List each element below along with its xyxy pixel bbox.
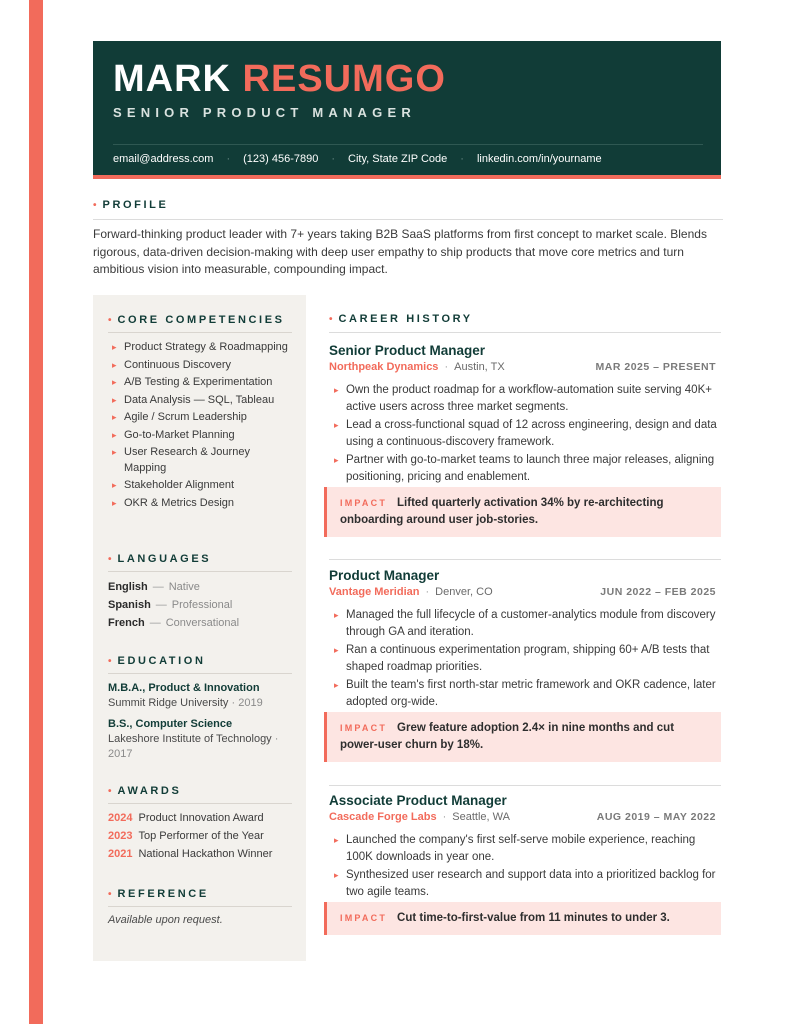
career-heading-label: CAREER HISTORY (338, 313, 473, 325)
impact-text: Cut time-to-first-value from 11 minutes to under 3. (397, 912, 670, 924)
award-row (108, 827, 292, 845)
award-year: 2024 (108, 812, 133, 824)
job-location: Denver, CO (435, 586, 493, 598)
job-bullets (329, 607, 721, 710)
education-school: Lakeshore Institute of Technology (108, 733, 272, 745)
bullet-dot-icon: • (108, 655, 112, 667)
job-title: Product Manager (329, 568, 440, 583)
education-entry (108, 681, 292, 711)
competency-item: ▸ Stakeholder Alignment (108, 478, 292, 494)
education-degree: B.S., Computer Science (108, 718, 233, 730)
education-separator: · (274, 733, 279, 745)
education-entry (108, 717, 292, 762)
job-location: Seattle, WA (452, 811, 510, 823)
job-bullet: ▸ Lead a cross-functional squad of 12 across engineering, design and data using a continuous-discovery framework. (329, 417, 721, 450)
job-company: Northpeak Dynamics (329, 361, 439, 373)
job-bullet: ▸ Ran a continuous experimentation program, shipping 60+ A/B tests that shaped roadmap priorities. (329, 642, 721, 675)
language-row (108, 596, 292, 614)
education-heading (108, 655, 292, 667)
award-year: 2023 (108, 830, 133, 842)
languages-list (108, 578, 292, 632)
job-meta (329, 811, 721, 826)
bullet-dot-icon: • (108, 888, 112, 900)
job-bullet: ▸ Own the product roadmap for a workflow-automation suite serving 40K+ active users across three market segments. (329, 382, 721, 415)
reference-text: Available upon request. (108, 914, 223, 926)
bullet-dot-icon: • (108, 553, 112, 565)
impact-callout (324, 487, 721, 537)
competencies-heading-label: CORE COMPETENCIES (117, 314, 285, 326)
job-meta-separator: · (444, 361, 449, 373)
job-location: Austin, TX (454, 361, 505, 373)
language-row (108, 614, 292, 632)
languages-heading-label: LANGUAGES (117, 553, 212, 565)
accent-stripe (29, 0, 43, 1024)
job-entry (329, 343, 721, 487)
job-dates: JUN 2022 – FEB 2025 (600, 586, 716, 598)
reference-section (108, 888, 292, 926)
profile-divider (93, 219, 723, 220)
sidebar (93, 295, 306, 961)
education-year: 2019 (238, 697, 263, 709)
award-name: Top Performer of the Year (138, 830, 264, 842)
language-dash: — (152, 581, 164, 593)
education-year: 2017 (108, 748, 133, 760)
job-bullet: ▸ Synthesized user research and support data into a prioritized backlog for two agile teams. (329, 867, 721, 900)
job-entry (329, 568, 721, 712)
contact-address: City, State ZIP Code (348, 153, 448, 165)
first-name: MARK (113, 58, 231, 100)
resume-header (93, 41, 721, 178)
job-bullet: ▸ Partner with go-to-market teams to launch three major releases, aligning positioning, pricing and enablement. (329, 452, 721, 485)
awards-heading (108, 785, 292, 797)
job-company: Vantage Meridian (329, 586, 420, 598)
job-bullets (329, 832, 721, 900)
bullet-dot-icon: • (108, 785, 112, 797)
education-school-line (108, 732, 292, 762)
contact-separator: · (331, 153, 336, 165)
job-title: Associate Product Manager (329, 793, 507, 808)
header-divider (113, 144, 703, 145)
education-heading-label: EDUCATION (117, 655, 206, 667)
job-bullets (329, 382, 721, 485)
contact-linkedin[interactable]: linkedin.com/in/yourname (476, 153, 602, 165)
competency-item: ▸ A/B Testing & Experimentation (108, 375, 292, 391)
bullet-dot-icon: • (108, 314, 112, 326)
job-entry (329, 793, 721, 902)
bullet-dot-icon: • (329, 313, 333, 325)
header-accent-bar (93, 175, 721, 179)
impact-text: Lifted quarterly activation 34% by re-architecting onboarding around user job-stories. (340, 497, 664, 526)
job-bullet: ▸ Managed the full lifecycle of a customer-analytics module from discovery through GA and iteration. (329, 607, 721, 640)
profile-heading-label: PROFILE (102, 199, 169, 211)
competencies-heading (108, 314, 292, 326)
full-name (113, 58, 446, 101)
language-row (108, 578, 292, 596)
job-divider (329, 559, 721, 560)
job-divider (329, 785, 721, 786)
section-divider (329, 332, 721, 333)
languages-heading (108, 553, 292, 565)
section-divider (108, 803, 292, 804)
section-divider (108, 673, 292, 674)
award-name: National Hackathon Winner (138, 848, 273, 860)
contact-separator: · (460, 153, 464, 165)
job-meta-separator: · (442, 811, 447, 823)
career-section (329, 313, 721, 333)
competency-item: ▸ User Research & Journey Mapping (108, 445, 292, 476)
language-name: Spanish (108, 599, 151, 611)
competency-item: ▸ OKR & Metrics Design (108, 496, 292, 512)
language-name: English (108, 581, 148, 593)
language-name: French (108, 617, 145, 629)
award-name: Product Innovation Award (138, 812, 264, 824)
contact-separator: · (226, 153, 231, 165)
bullet-dot-icon: • (93, 199, 97, 211)
contact-email[interactable]: email@address.com (113, 153, 214, 165)
contact-bar (113, 153, 602, 165)
language-level: Native (168, 581, 200, 593)
job-meta-separator: · (425, 586, 430, 598)
reference-heading (108, 888, 292, 900)
job-meta (329, 586, 721, 601)
award-row (108, 809, 292, 827)
languages-section (108, 553, 292, 632)
section-divider (108, 906, 292, 907)
reference-heading-label: REFERENCE (117, 888, 209, 900)
education-degree: M.B.A., Product & Innovation (108, 682, 260, 694)
education-separator: · (231, 697, 236, 709)
competency-item: ▸ Product Strategy & Roadmapping (108, 340, 292, 356)
impact-label: IMPACT (340, 498, 388, 508)
profile-heading (93, 199, 168, 211)
section-divider (108, 571, 292, 572)
competency-item: ▸ Continuous Discovery (108, 358, 292, 374)
job-title: Senior Product Manager (329, 343, 486, 358)
language-dash: — (155, 599, 167, 611)
awards-heading-label: AWARDS (117, 785, 182, 797)
competency-item: ▸ Go-to-Market Planning (108, 428, 292, 444)
award-row (108, 845, 292, 863)
competencies-section (108, 314, 292, 513)
impact-callout (324, 902, 721, 935)
competencies-list (108, 340, 292, 511)
profile-summary: Forward-thinking product leader with 7+ years taking B2B SaaS platforms from first concept to market scale. Blends rigorous, data-driven decision-making with deep user empathy to ship products that move core metrics and turn ambitious vision into measurable, compounding impact. (93, 227, 707, 276)
competency-item: ▸ Agile / Scrum Leadership (108, 410, 292, 426)
impact-callout (324, 712, 721, 762)
education-section (108, 655, 292, 762)
section-divider (108, 332, 292, 333)
impact-label: IMPACT (340, 913, 388, 923)
competency-item: ▸ Data Analysis — SQL, Tableau (108, 393, 292, 409)
career-heading (329, 313, 721, 325)
award-year: 2021 (108, 848, 133, 860)
education-school: Summit Ridge University (108, 697, 229, 709)
language-level: Conversational (165, 617, 240, 629)
job-dates: AUG 2019 – MAY 2022 (596, 811, 716, 823)
impact-label: IMPACT (340, 723, 388, 733)
job-title-heading: SENIOR PRODUCT MANAGER (113, 105, 416, 120)
education-school-line (108, 696, 292, 711)
job-company: Cascade Forge Labs (329, 811, 437, 823)
language-dash: — (149, 617, 161, 629)
job-bullet: ▸ Launched the company's first self-serve mobile experience, reaching 100K downloads in year one. (329, 832, 721, 865)
job-bullet: ▸ Built the team's first north-star metric framework and OKR cadence, later adopted org-wide. (329, 677, 721, 710)
awards-list (108, 809, 292, 863)
job-meta (329, 361, 721, 376)
contact-phone[interactable]: (123) 456-7890 (243, 153, 319, 165)
last-name: RESUMGO (242, 58, 446, 100)
awards-section (108, 785, 292, 863)
language-level: Professional (171, 599, 233, 611)
job-dates: MAR 2025 – PRESENT (595, 361, 716, 373)
impact-text: Grew feature adoption 2.4× in nine months and cut power-user churn by 18%. (340, 722, 675, 751)
